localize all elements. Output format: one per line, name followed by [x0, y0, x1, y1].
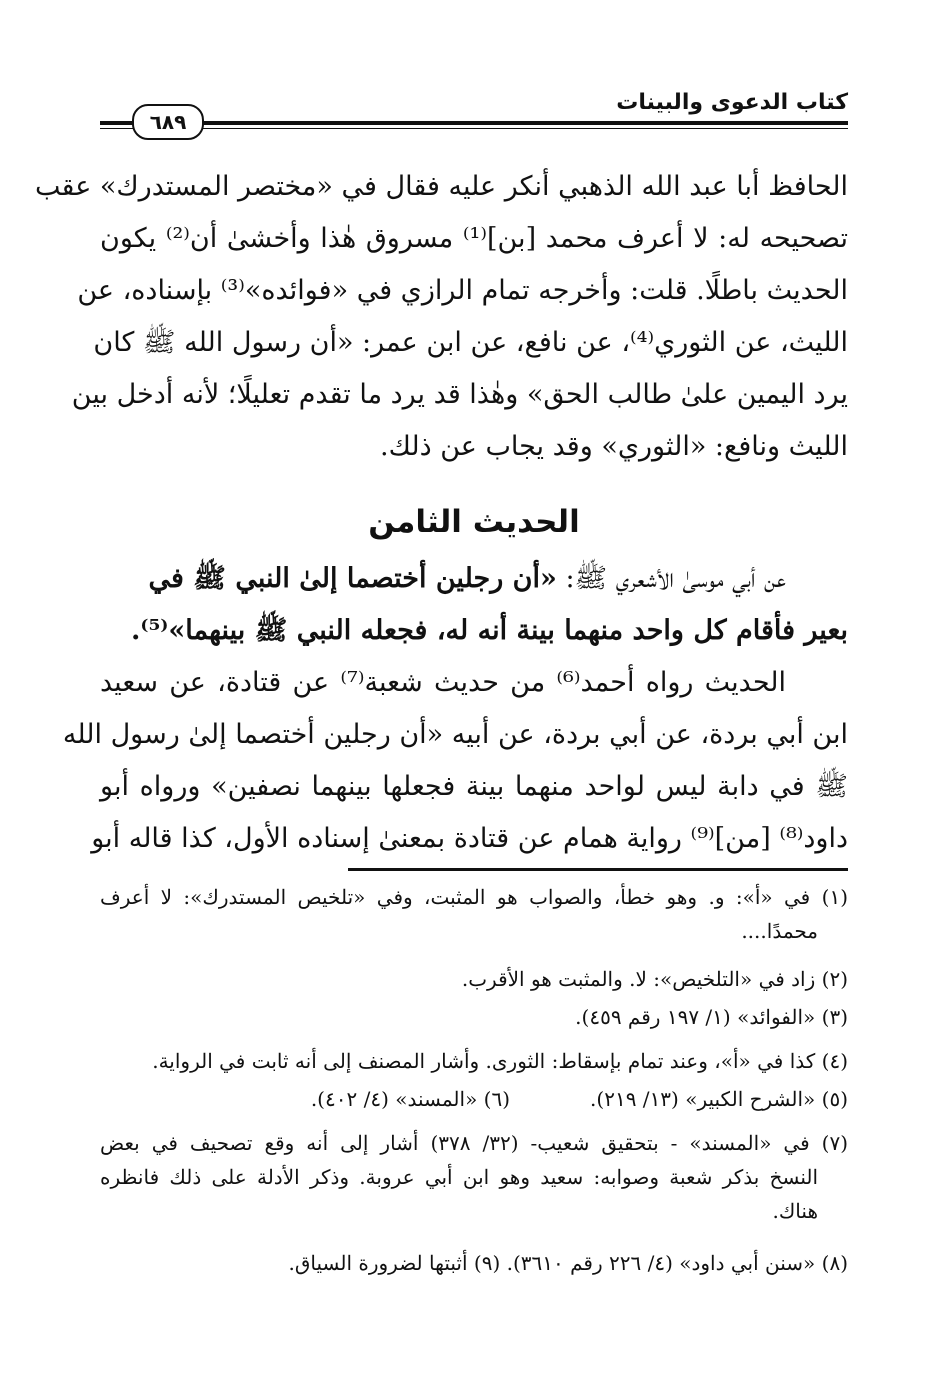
page-header	[100, 78, 848, 134]
body-line: الليث ونافع: «الثوري» وقد يجاب عن ذلك.	[380, 431, 848, 462]
hadith-line	[100, 553, 786, 605]
body-line: الليث، عن الثوري⁽⁴⁾، عن نافع، عن ابن عمر: «أن رسول الله ﷺ كان	[93, 327, 848, 358]
footnote: (٨) «سنن أبي داود» (٤/ ٢٢٦ رقم ٣٦١٠). (٩) أثبتها لضرورة السياق.	[288, 1251, 848, 1275]
footnote: (٢) زاد في «التلخيص»: لا. والمثبت هو الأقرب.	[461, 967, 848, 991]
footnote-continuation: هناك.	[772, 1199, 818, 1223]
footnote: (٥) «الشرح الكبير» (١٣/ ٢١٩).	[590, 1087, 848, 1111]
footnote: (٦) «المسند» (٤/ ٤٠٢).	[310, 1087, 511, 1111]
running-title: كتاب الدعوى والبينات	[616, 90, 848, 115]
hadith-intro: عن أبي موسىٰ الأشعري ﷺ:	[556, 563, 786, 594]
body-line: الحديث رواه أحمد⁽⁶⁾ من حديث شعبة⁽⁷⁾ عن قتادة، عن سعيد	[100, 667, 787, 698]
footnote-separator	[348, 868, 848, 871]
page-number-badge	[132, 104, 204, 140]
footnote: (٧) في «المسند» - بتحقيق شعيب- (٣٢/ ٣٧٨) أشار إلى أنه وقع تصحيف في بعض	[100, 1131, 848, 1155]
footnote-continuation: النسخ بذكر شعبة وصوابه: سعيد وهو ابن أبي عروبة. وذكر الأدلة على ذلك فانظره	[100, 1165, 818, 1189]
body-line: ﷺ في دابة ليس لواحد منهما بينة فجعلها بينهما نصفين» ورواه أبو	[100, 771, 848, 802]
body-line: يرد اليمين علىٰ طالب الحق» وهٰذا قد يرد ما تقدم تعليلًا؛ لأنه أدخل بين	[71, 379, 848, 410]
footnote-pair	[100, 1082, 848, 1116]
footnote-continuation: محمدًا....	[741, 919, 818, 943]
body-line: الحديث باطلًا. قلت: وأخرجه تمام الرازي في «فوائده»⁽³⁾ بإسناده، عن	[77, 275, 848, 306]
body-line: تصحيحه له: لا أعرف محمد [بن]⁽¹⁾ مسروق هٰذا وأخشىٰ أن⁽²⁾ يكون	[100, 223, 848, 254]
header-rule-thin	[100, 128, 848, 129]
footnote: (١) في «أ»: و. وهو خطأ، والصواب هو المثبت، وفي «تلخيص المستدرك»: لا أعرف	[100, 885, 848, 909]
hadith-text: «أن رجلين أختصما إلىٰ النبي ﷺ في	[148, 563, 557, 594]
footnote: (٣) «الفوائد» (١/ ١٩٧ رقم ٤٥٩).	[575, 1005, 848, 1029]
body-line: الحافظ أبا عبد الله الذهبي أنكر عليه فقال في «مختصر المستدرك» عقب	[35, 171, 848, 202]
header-rule-thick	[100, 121, 848, 125]
body-line: داود⁽⁸⁾ [من]⁽⁹⁾ رواية همام عن قتادة بمعنىٰ إسناده الأول، كذا قاله أبو	[91, 823, 848, 854]
body-line: ابن أبي بردة، عن أبي بردة، عن أبيه «أن رجلين أختصما إلىٰ رسول الله	[62, 719, 848, 750]
footnote: (٤) كذا في «أ»، وعند تمام بإسقاط: الثورى. وأشار المصنف إلى أنه ثابت في الرواية.	[152, 1049, 848, 1073]
section-heading: الحديث الثامن	[368, 504, 580, 540]
page-number: ٦٨٩	[149, 110, 187, 134]
hadith-line: بعير فأقام كل واحد منهما بينة أنه له، فجعله النبي ﷺ بينهما»⁽⁵⁾.	[131, 615, 848, 646]
